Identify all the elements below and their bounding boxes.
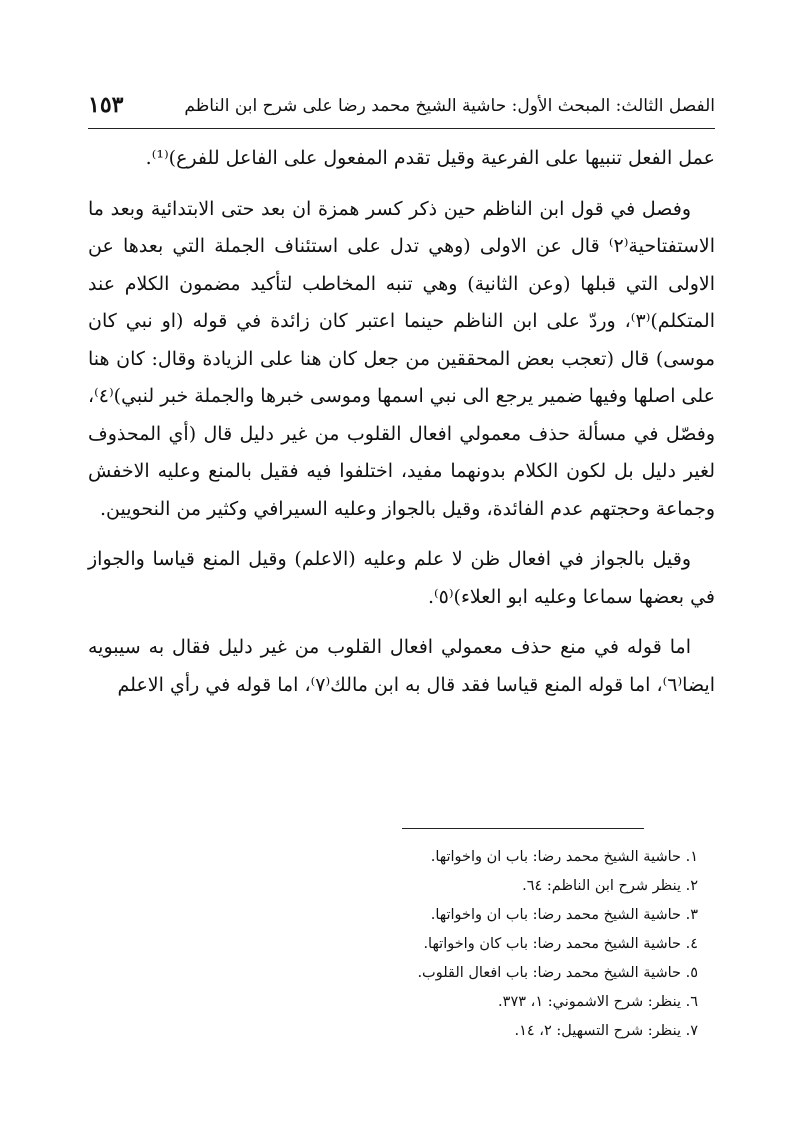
paragraph: وفصل في قول ابن الناظم حين ذكر كسر همزة ان بعد حتى الابتدائية وبعد ما الاستفتاحية⁽٢⁾ قال عن الاولى (وهي تدل على استئناف الجملة التي بعدها عن الاولى التي قبلها (وعن الثانية) وهي تنبه المخاطب لتأكيد مضمون الكلام عند المتكلم)⁽٣⁾، وردّ على ابن الناظم حينما اعتبر كان زائدة في قوله (او نبي كان موسى) قال (تعجب بعض المحققين من جعل كان هنا على الزيادة وقال: كان هنا على اصلها وفيها ضمير يرجع الى نبي اسمها وموسى خبرها والجملة خبر لنبي)⁽٤⁾، وفصّل في مسألة حذف معمولي افعال القلوب من غير دليل قال (أي المحذوف لغير دليل بل لكون الكلام بدونهما مفيد، اختلفوا فيه فقيل بالمنع وعليه الاخفش وجماعة وحجتهم عدم الفائدة، وقيل بالجواز وعليه السيرافي وكثير من النحويين. bbox=[87, 197, 715, 520]
page-number: ١٥٣ bbox=[88, 92, 124, 118]
paragraph: وقيل بالجواز في افعال ظن لا علم وعليه (الاعلم) وقيل المنع قياسا والجواز في بعضها سماعا وعليه ابو العلاء)⁽٥⁾. bbox=[88, 548, 715, 608]
footnote: ٥. حاشية الشيخ محمد رضا: باب افعال القلوب. bbox=[417, 965, 698, 981]
footnote: ٦. ينظر: شرح الاشموني: ١، ٣٧٣. bbox=[498, 994, 698, 1010]
footnote-separator bbox=[402, 828, 644, 829]
running-head: الفصل الثالث: المبحث الأول: حاشية الشيخ محمد رضا على شرح ابن الناظم bbox=[184, 96, 715, 116]
footnotes bbox=[88, 843, 698, 1046]
footnote: ٧. ينظر: شرح التسهيل: ٢، ١٤. bbox=[514, 1023, 698, 1039]
main-text bbox=[88, 140, 715, 717]
footnote: ٣. حاشية الشيخ محمد رضا: باب ان واخواتها. bbox=[430, 907, 698, 923]
page-header bbox=[88, 88, 715, 129]
footnote: ١. حاشية الشيخ محمد رضا: باب ان واخواتها. bbox=[430, 849, 698, 865]
footnote: ٤. حاشية الشيخ محمد رضا: باب كان واخواتها. bbox=[423, 936, 698, 952]
paragraph: عمل الفعل تنبيها على الفرعية وقيل تقدم المفعول على الفاعل للفرع)⁽¹⁾. bbox=[145, 147, 715, 169]
paragraph: اما قوله في منع حذف معمولي افعال القلوب من غير دليل فقال به سيبويه ايضا⁽٦⁾، اما قوله المنع قياسا فقد قال به ابن مالك⁽٧⁾، اما قوله في رأي الاعلم bbox=[88, 636, 715, 696]
footnote: ٢. ينظر شرح ابن الناظم: ٦٤. bbox=[522, 878, 698, 894]
